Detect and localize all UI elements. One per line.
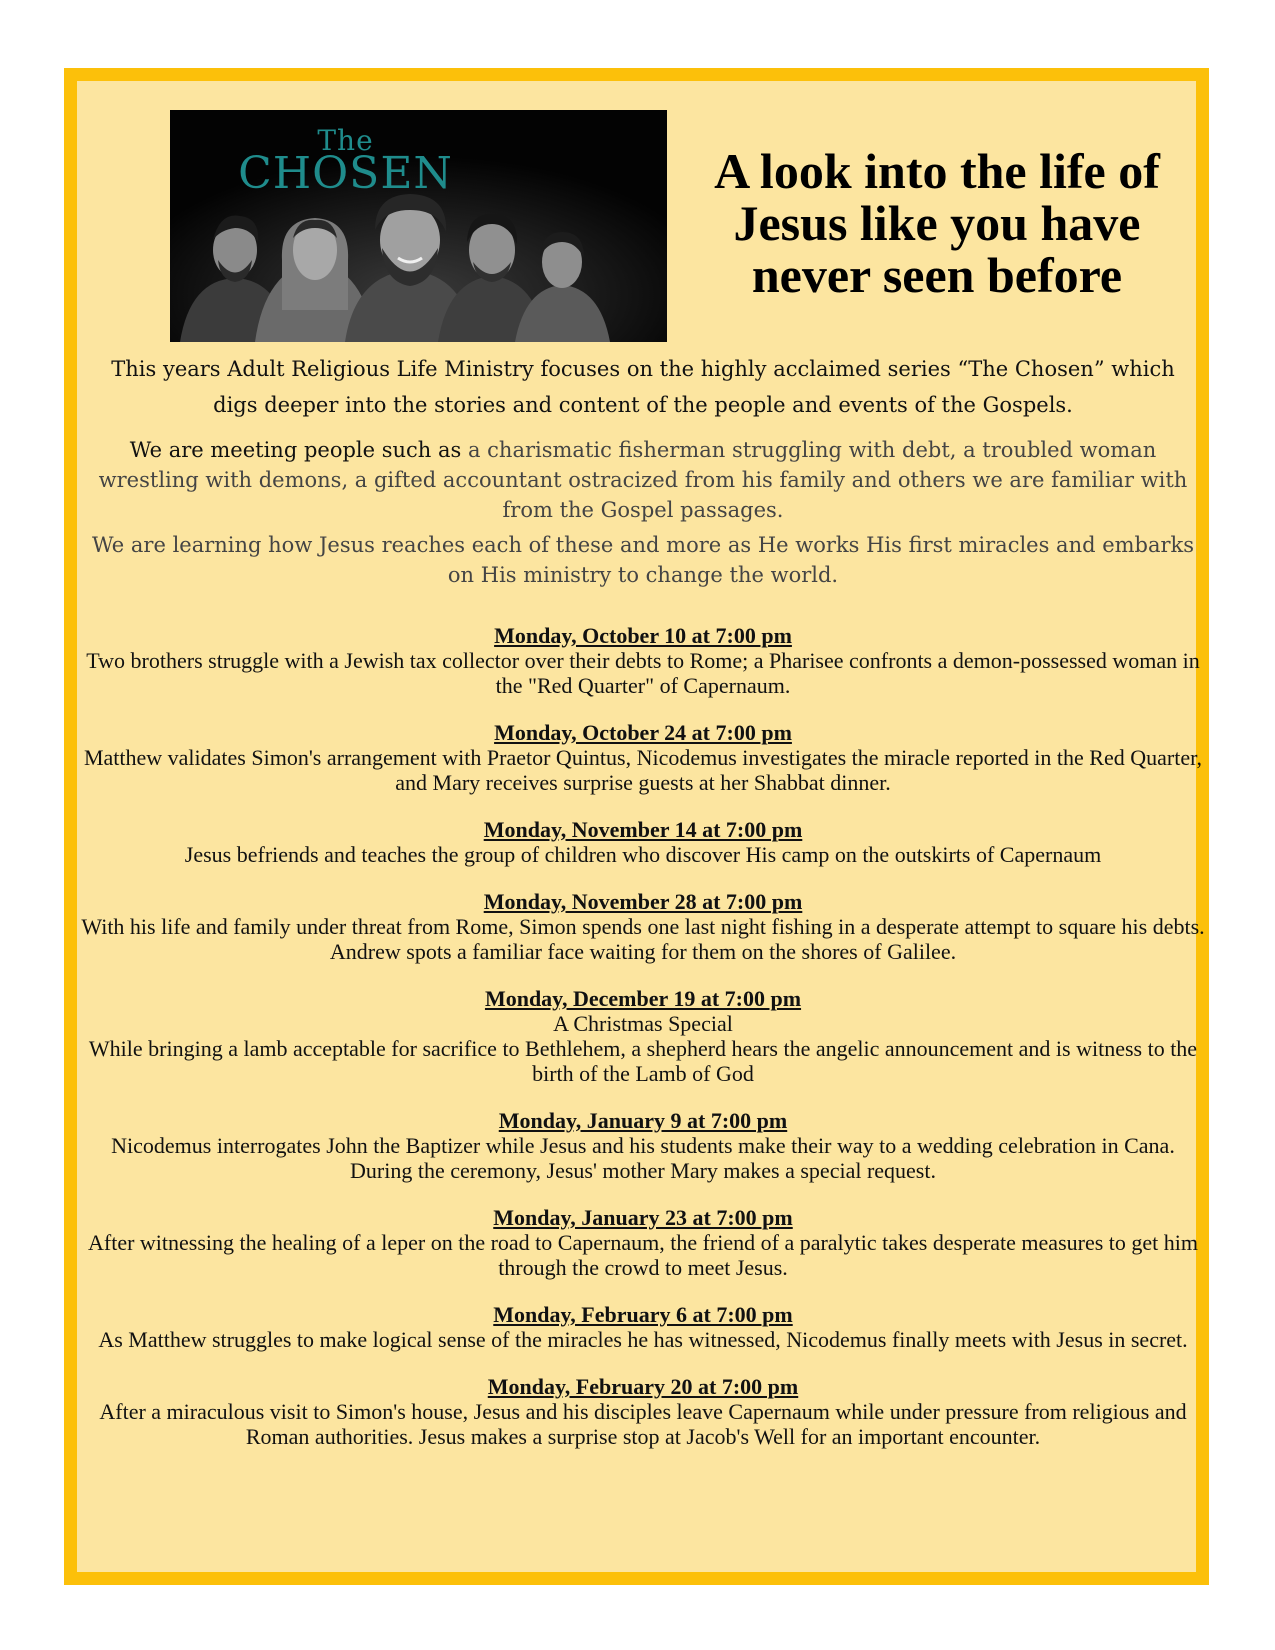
- poster-title-the: The: [317, 124, 374, 157]
- session-item: [81, 1302, 1205, 1352]
- session-description: Nicodemus interrogates John the Baptizer while Jesus and his students make their way to a wedding celebration in Cana. During the ceremony, Jesus' mother Mary makes a special request.: [111, 1133, 1175, 1183]
- intro-paragraph-2-rest: a charismatic fisherman struggling with debt, a troubled woman wrestling with demons, a gifted accountant ostracized from his family and others we are familiar with from the Gospel passages.: [98, 438, 1188, 522]
- session-date: Monday, October 24 at 7:00 pm: [494, 720, 792, 745]
- session-date: Monday, December 19 at 7:00 pm: [484, 986, 802, 1011]
- session-item: [81, 1205, 1205, 1280]
- session-item: [81, 817, 1205, 867]
- session-item: [81, 623, 1205, 698]
- intro-paragraph-3: We are learning how Jesus reaches each of these and more as He works His first miracles and embarks on His ministry to change the world.: [91, 533, 1195, 587]
- session-schedule: [81, 623, 1205, 1471]
- session-description: Matthew validates Simon's arrangement with Praetor Quintus, Nicodemus investigates the miracle reported in the Red Quarter, and Mary receives surprise guests at her Shabbat dinner.: [83, 745, 1203, 795]
- session-date: Monday, February 20 at 7:00 pm: [487, 1374, 799, 1399]
- session-item: [81, 986, 1205, 1086]
- intro-paragraph-2-lead: We are meeting people such as: [129, 438, 462, 462]
- session-date: Monday, January 23 at 7:00 pm: [493, 1205, 793, 1230]
- session-item: [81, 720, 1205, 795]
- session-description: Two brothers struggle with a Jewish tax collector over their debts to Rome; a Pharisee confronts a demon-possessed woman in the "Red Quarter" of Capernaum.: [86, 648, 1200, 698]
- headline: A look into the life of Jesus like you have never seen before: [714, 143, 1160, 303]
- session-date: Monday, January 9 at 7:00 pm: [498, 1108, 788, 1133]
- poster-title-chosen: CHOSEN: [238, 148, 453, 199]
- session-description: After witnessing the healing of a leper on the road to Capernaum, the friend of a paralytic takes desperate measures to get him through the crowd to meet Jesus.: [88, 1230, 1198, 1280]
- flyer-frame: [64, 68, 1209, 1585]
- intro-paragraph-2: [87, 435, 1199, 525]
- session-description: As Matthew struggles to make logical sense of the miracles he has witnessed, Nicodemus finally meets with Jesus in secret.: [98, 1327, 1188, 1352]
- session-date: Monday, February 6 at 7:00 pm: [493, 1302, 793, 1327]
- session-date: Monday, November 28 at 7:00 pm: [483, 889, 803, 914]
- session-description: Jesus befriends and teaches the group of children who discover His camp on the outskirts of Capernaum: [184, 842, 1102, 867]
- session-date: Monday, November 14 at 7:00 pm: [483, 817, 803, 842]
- session-description: With his life and family under threat from Rome, Simon spends one last night fishing in a desperate attempt to square his debts. Andrew spots a familiar face waiting for them on the shores of Galilee.: [81, 914, 1205, 964]
- session-item: [81, 889, 1205, 964]
- session-subtitle: A Christmas Special: [553, 1011, 733, 1036]
- the-chosen-poster-image: [170, 110, 667, 342]
- session-item: [81, 1108, 1205, 1183]
- intro-paragraph-1: This years Adult Religious Life Ministry focuses on the highly acclaimed series “The Chosen” which digs deeper into the stories and content of the people and events of the Gospels.: [111, 357, 1175, 417]
- session-description: After a miraculous visit to Simon's house, Jesus and his disciples leave Capernaum while under pressure from religious and Roman authorities. Jesus makes a surprise stop at Jacob's Well for an important encounter.: [99, 1399, 1187, 1449]
- session-item: [81, 1374, 1205, 1449]
- session-description: While bringing a lamb acceptable for sacrifice to Bethlehem, a shepherd hears the angelic announcement and is witness to the birth of the Lamb of God: [88, 1036, 1198, 1086]
- session-date: Monday, October 10 at 7:00 pm: [494, 623, 792, 648]
